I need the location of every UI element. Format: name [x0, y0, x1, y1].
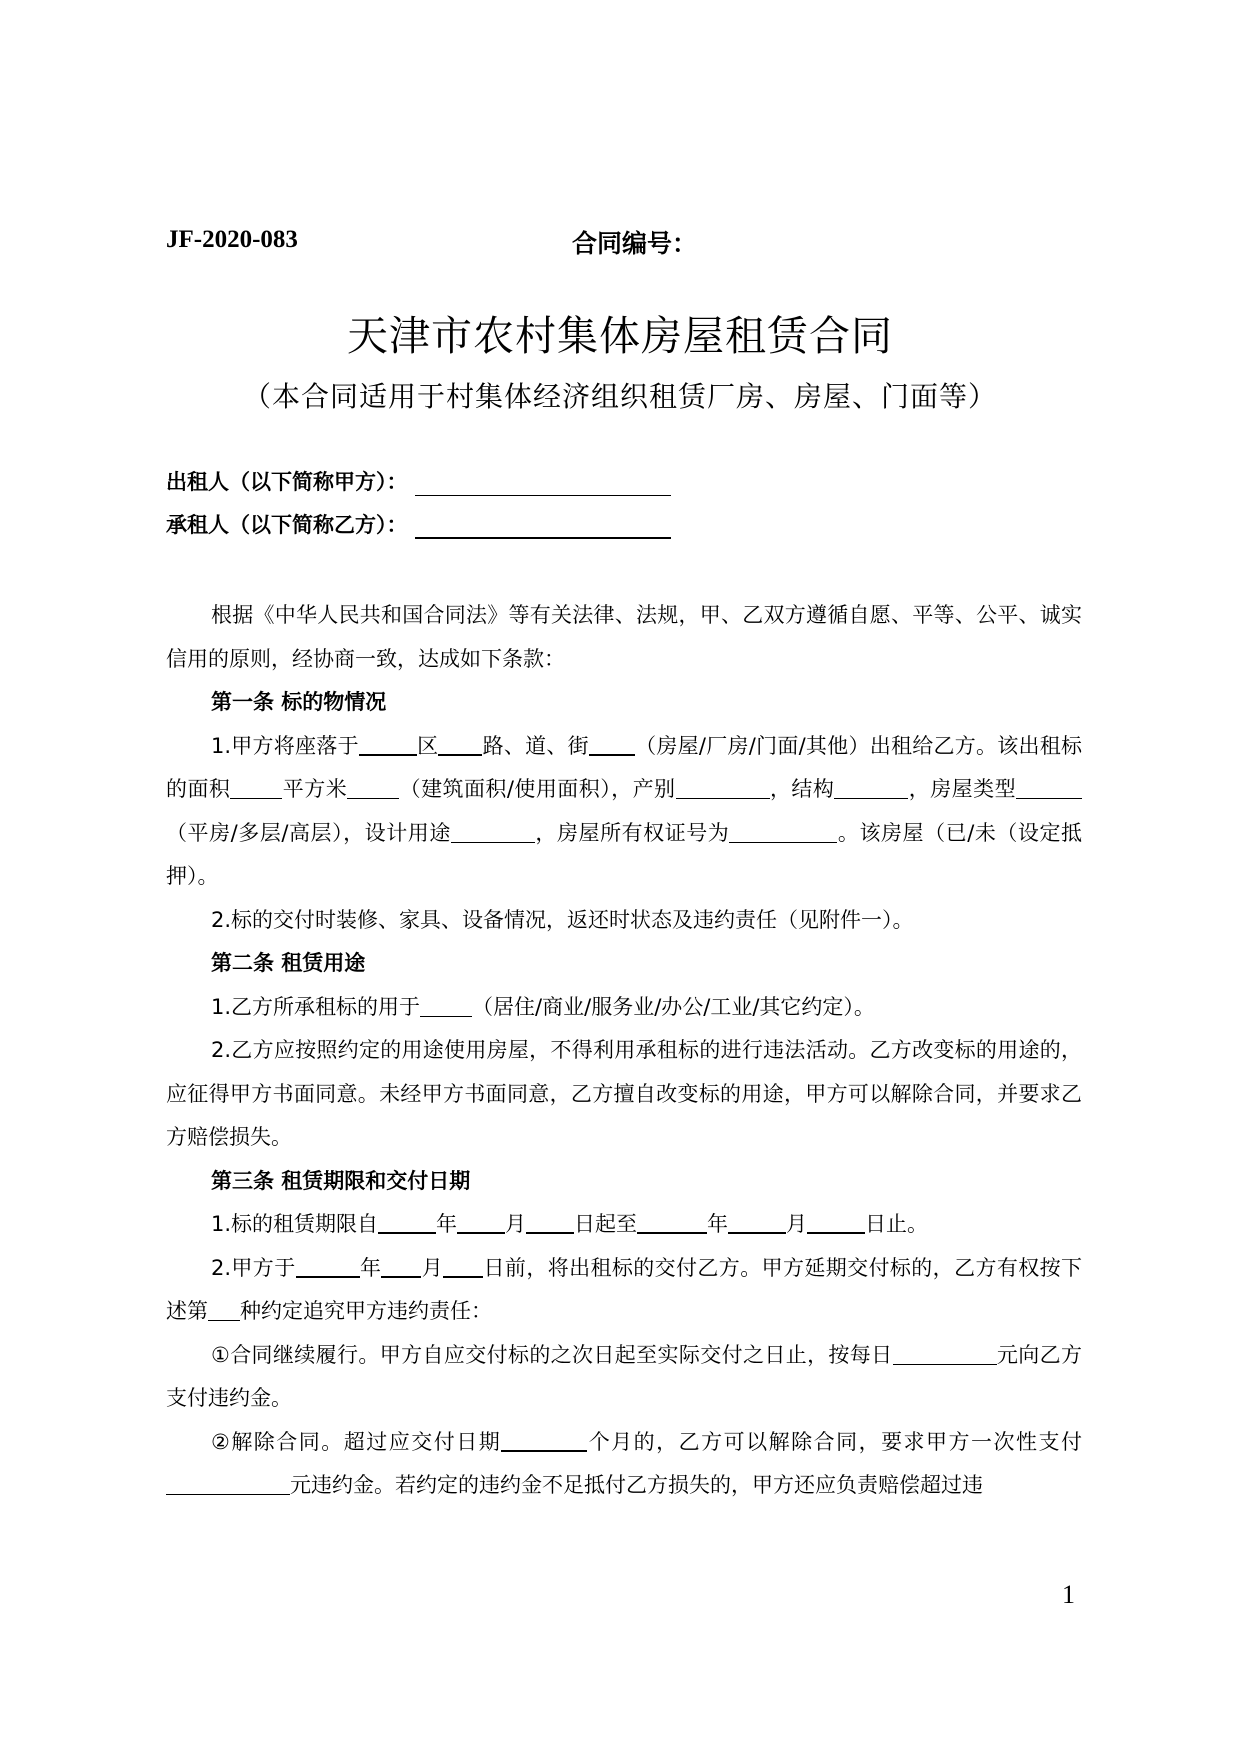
- article-1-heading: 第一条 标的物情况: [211, 690, 387, 714]
- lessee-label: 承租人（以下简称乙方）：: [166, 513, 408, 537]
- lump-penalty-blank[interactable]: [166, 1470, 290, 1495]
- end-month-blank[interactable]: [728, 1208, 786, 1234]
- road-blank[interactable]: [438, 730, 482, 756]
- delivery-month-blank[interactable]: [381, 1252, 421, 1278]
- lessee-blank[interactable]: [415, 513, 671, 539]
- document-code: JF-2020-083: [166, 226, 298, 253]
- article-2-clause-2: 2.乙方应按照约定的用途使用房屋，不得利用承租标的进行违法活动。乙方改变标的用途的，应征得甲方书面同意。未经甲方书面同意，乙方擅自改变标的用途，甲方可以解除合同，并要求乙方赔偿损失。: [166, 1038, 1082, 1149]
- article-2-heading: 第二条 租赁用途: [211, 951, 366, 975]
- property-type-blank[interactable]: [676, 774, 770, 799]
- lessor-row: [166, 466, 671, 496]
- area-type-blank[interactable]: [347, 774, 399, 799]
- delivery-year-blank[interactable]: [296, 1252, 360, 1278]
- page-number: 1: [1062, 1580, 1075, 1609]
- structure-blank[interactable]: [834, 774, 908, 799]
- contract-body: [166, 594, 1082, 1508]
- article-3-option-2: ②解除合同。超过应交付日期 个月的，乙方可以解除合同，要求甲方一次性支付元违约金。若约定的违约金不足抵付乙方损失的，甲方还应负责赔偿超过违: [166, 1421, 1082, 1508]
- end-year-blank[interactable]: [637, 1208, 707, 1234]
- article-1-clause-2: 2.标的交付时装修、家具、设备情况，返还时状态及违约责任（见附件一）。: [211, 907, 914, 932]
- article-2-clause-1: 1.乙方所承租标的用于 （居住/商业/服务业/办公/工业/其它约定）。: [166, 986, 1082, 1030]
- intro-paragraph: 根据《中华人民共和国合同法》等有关法律、法规，甲、乙双方遵循自愿、平等、公平、诚实信用的原则，经协商一致，达成如下条款：: [166, 603, 1082, 671]
- street-blank[interactable]: [589, 730, 635, 756]
- district-blank[interactable]: [359, 730, 417, 756]
- article-3-option-1: ①合同继续履行。甲方自应交付标的之次日起至实际交付之日止，按每日 元向乙方支付违约金。: [166, 1334, 1082, 1421]
- article-3-clause-2: 2.甲方于 年 月 日前，将出租标的交付乙方。甲方延期交付标的，乙方有权按下述第 种约定追究甲方违约责任：: [166, 1247, 1082, 1334]
- area-blank[interactable]: [230, 774, 282, 799]
- page-subtitle: （本合同适用于村集体经济组织租赁厂房、房屋、门面等）: [242, 380, 997, 413]
- page-title: 天津市农村集体房屋租赁合同: [347, 312, 893, 360]
- daily-penalty-blank[interactable]: [893, 1340, 997, 1365]
- start-day-blank[interactable]: [526, 1208, 574, 1234]
- delivery-day-blank[interactable]: [443, 1252, 483, 1278]
- option-number-blank[interactable]: [208, 1296, 240, 1321]
- start-month-blank[interactable]: [457, 1208, 505, 1234]
- start-year-blank[interactable]: [378, 1208, 436, 1234]
- usage-blank[interactable]: [420, 992, 472, 1017]
- lessee-row: [166, 509, 671, 539]
- end-day-blank[interactable]: [807, 1208, 865, 1234]
- contract-number-label: 合同编号：: [572, 229, 698, 258]
- design-use-blank[interactable]: [451, 818, 535, 843]
- certificate-no-blank[interactable]: [729, 818, 837, 843]
- overdue-months-blank[interactable]: [501, 1426, 587, 1452]
- lessor-blank[interactable]: [415, 471, 671, 496]
- house-type-blank[interactable]: [1016, 774, 1082, 799]
- article-3-heading: 第三条 租赁期限和交付日期: [211, 1168, 471, 1193]
- article-1-clause-1: 1.甲方将座落于 区 路、道、街 （房屋/厂房/门面/其他）出租给乙方。该出租标的面积 平方米 （建筑面积/使用面积），产别 ，结构 ，房屋类型（平房/多层/高层），设计用途 ，房屋所有权证号为 。该房屋（已/未（设定抵押）。: [166, 725, 1082, 899]
- article-3-clause-1: 1.标的租赁期限自 年 月 日起至 年 月 日止。: [166, 1203, 1082, 1247]
- lessor-label: 出租人（以下简称甲方）：: [166, 470, 408, 494]
